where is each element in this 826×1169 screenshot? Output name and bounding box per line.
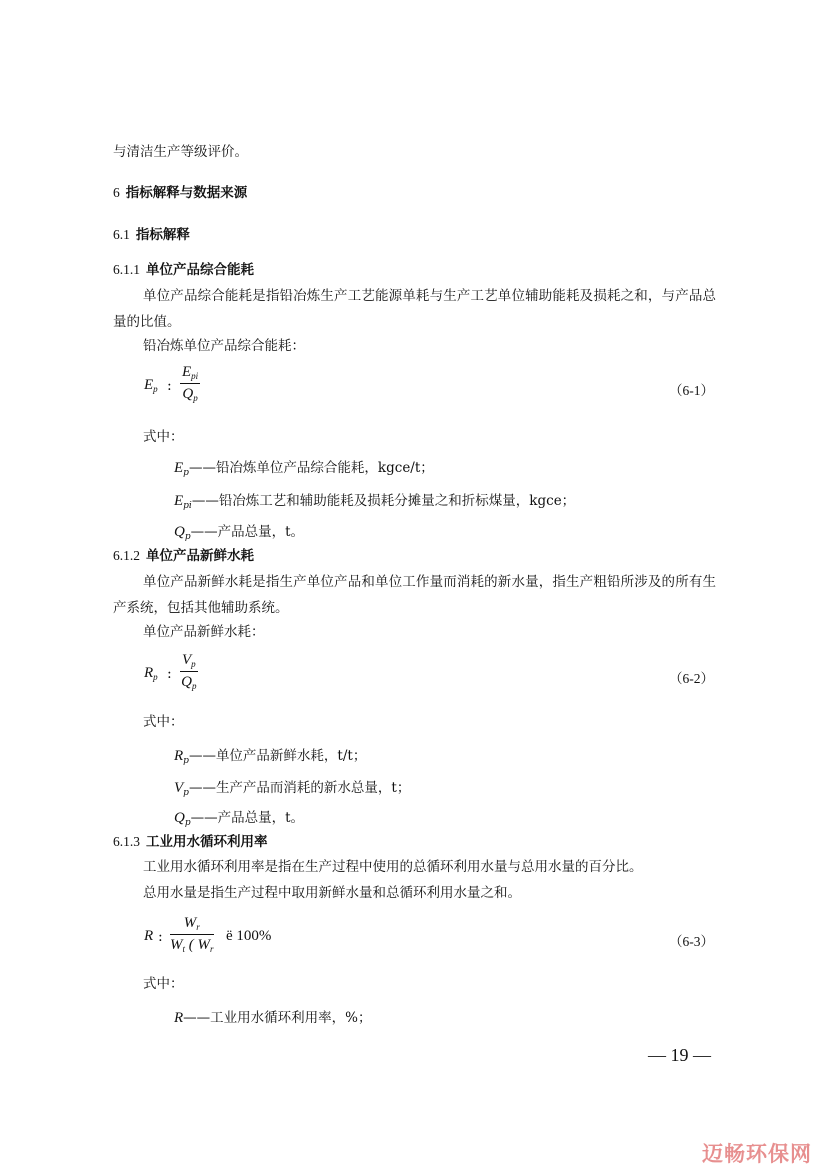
eq-lhs: $R_p$ [144, 665, 158, 682]
section-heading-6-1-1: 6.1.1 单位产品综合能耗 [113, 262, 254, 278]
eq-colon: : [167, 378, 172, 394]
definition-line: $E_p——$铅冶炼单位产品综合能耗，kgce/t； [174, 460, 434, 478]
definition-line: $R_p——$单位产品新鲜水耗，t/t； [174, 748, 367, 766]
text-line: 单位产品新鲜水耗： [143, 624, 265, 640]
eq-lhs: R [144, 928, 154, 944]
eq-fraction: $E_{pi}$ $Q_p$ [182, 364, 199, 403]
equation-number: （6-3） [669, 934, 714, 949]
text-line: 与清洁生产等级评价。 [113, 144, 248, 160]
eq-fraction: $V_p$ $Q_p$ [181, 652, 197, 691]
text-line: 铅冶炼单位产品综合能耗： [143, 338, 305, 354]
definition-line: R——工业用水循环利用率，%； [174, 1010, 372, 1026]
eq-fraction: $W_r$ $W_t$ ( $W_r$ [170, 915, 214, 954]
equation-number: （6-2） [669, 671, 714, 686]
definition-line: $V_p——$生产产品而消耗的新水总量，t； [174, 780, 411, 798]
section-heading-6-1-3: 6.1.3 工业用水循环利用率 [113, 834, 268, 850]
paragraph: 单位产品新鲜水耗是指生产单位产品和单位工作量而消耗的新水量，指生产粗铅所涉及的所有生产系统，包括其他辅助系统。 [113, 574, 716, 616]
eq-colon: : [167, 666, 172, 682]
watermark: 迈畅环保网 [702, 1142, 812, 1166]
eq-colon: : [158, 929, 163, 945]
equation-number: （6-1） [669, 383, 714, 398]
definition-line: $Q_p——$产品总量，t。 [174, 524, 305, 542]
text-line: 工业用水循环利用率是指在生产过程中使用的总循环利用水量与总用水量的百分比。 [143, 859, 643, 875]
text-line: 式中： [143, 976, 184, 992]
definition-line: $E_{pi}——$铅冶炼工艺和辅助能耗及损耗分摊量之和折标煤量，kgce； [174, 493, 576, 511]
section-heading-6-1: 6.1 指标解释 [113, 227, 190, 243]
page-number: — 19 — [648, 1045, 711, 1065]
text-line: 式中： [143, 714, 184, 730]
section-heading-6-1-2: 6.1.2 单位产品新鲜水耗 [113, 548, 254, 564]
section-heading-6: 6 指标解释与数据来源 [113, 185, 248, 201]
text-line: 总用水量是指生产过程中取用新鲜水量和总循环利用水量之和。 [143, 885, 521, 901]
eq-lhs: $E_p$ [144, 377, 158, 394]
text-line: 式中： [143, 429, 184, 445]
eq-tail: ë 100% [226, 928, 272, 944]
definition-line: $Q_p——$产品总量，t。 [174, 810, 305, 828]
paragraph: 单位产品综合能耗是指铅冶炼生产工艺能源单耗与生产工艺单位辅助能耗及损耗之和，与产品总量的比值。 [113, 288, 716, 330]
